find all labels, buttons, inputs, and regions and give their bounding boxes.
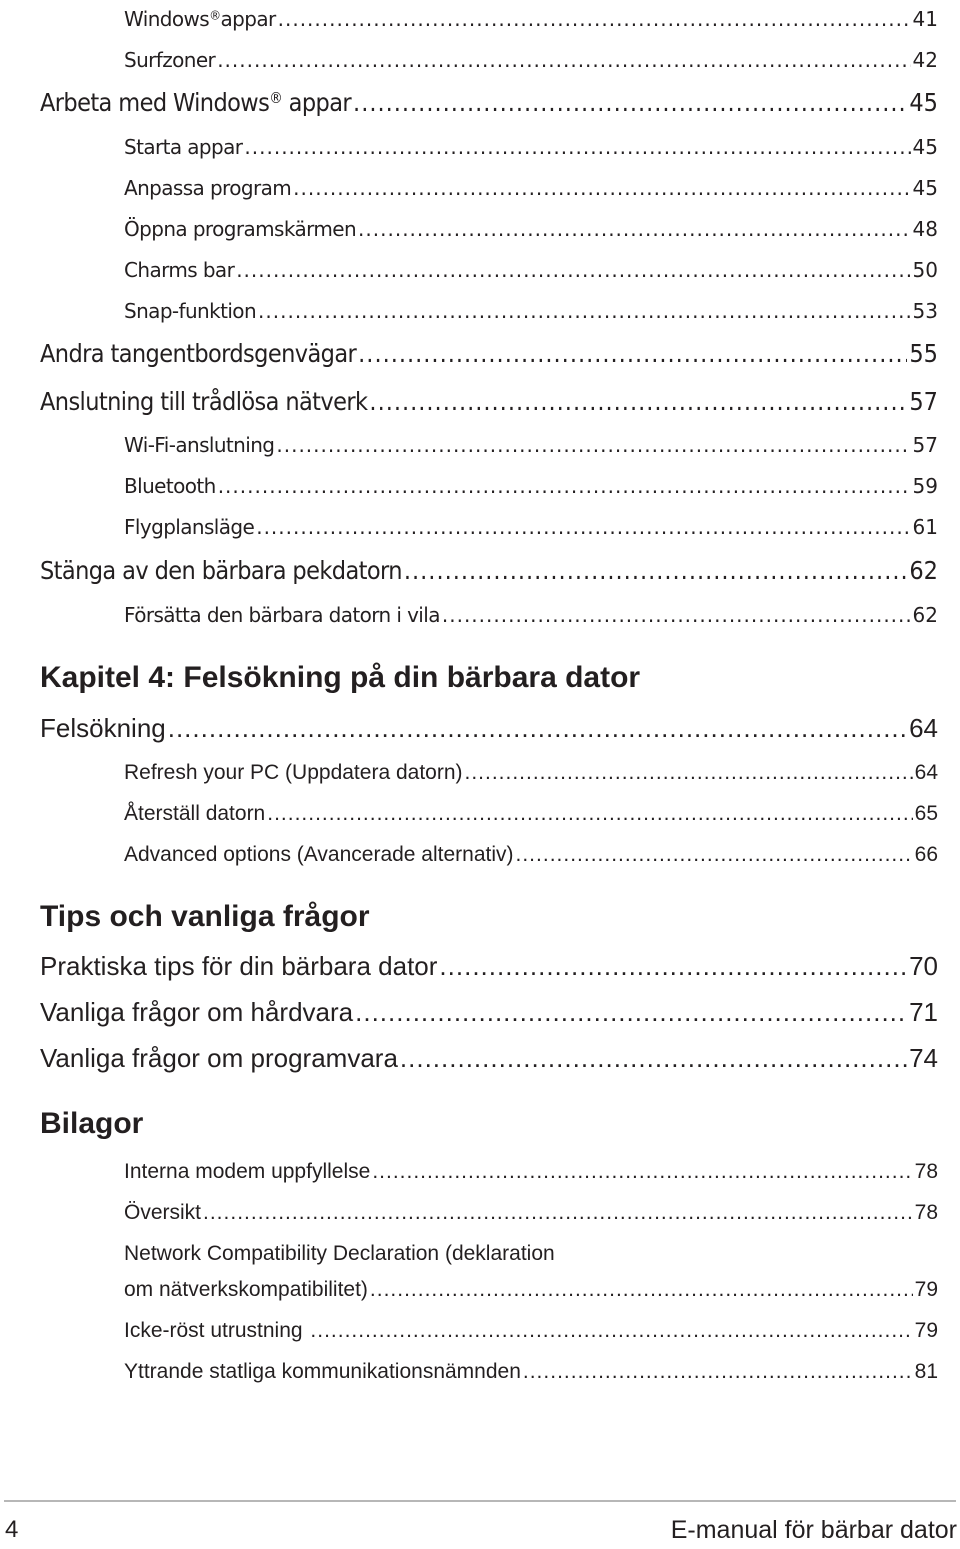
toc-entry[interactable] [124,605,938,625]
toc-entry-page: 55 [909,339,938,368]
toc-entry-title: om nätverkskompatibilitet) [124,1278,368,1301]
dot-leader [358,341,907,366]
toc-entry-title: Försätta den bärbara datorn i vila [124,603,440,627]
toc-entry-title: Yttrande statliga kommunikationsnämnden [124,1360,521,1383]
toc-entry-page: 45 [912,176,938,200]
toc-entry[interactable] [124,762,938,783]
dot-leader [168,715,907,741]
toc-entry-page: 78 [914,1201,938,1224]
toc-entry-title: Windows®appar [124,7,276,31]
toc-entry-title: Anpassa program [124,176,292,200]
dot-leader [372,1161,912,1182]
footer-page-number: 4 [5,1516,19,1543]
dot-leader [465,762,913,783]
toc-entry-title: Anslutning till trådlösa nätverk [40,387,368,416]
toc-entry-page: 66 [914,843,938,866]
appendix-heading: Bilagor [40,1107,144,1140]
toc-entry-page: 71 [909,997,938,1027]
toc-entry[interactable] [124,9,938,29]
toc-entry-page: 59 [912,474,938,498]
toc-entry-title: Öppna programskärmen [124,217,357,241]
dot-leader [369,389,907,414]
dot-leader [439,953,907,979]
toc-entry-page: 57 [909,387,938,416]
toc-entry[interactable] [124,803,938,824]
toc-entry-page: 45 [912,135,938,159]
toc-entry-title: Översikt [124,1201,202,1224]
toc-entry-title: Refresh your PC (Uppdatera datorn) [124,761,463,784]
toc-entry[interactable] [40,90,938,115]
section-heading: Tips och vanliga frågor [40,900,370,933]
toc-entry[interactable] [40,341,938,366]
toc-entry[interactable] [40,558,938,583]
dot-leader [218,476,911,496]
toc-entry-title: Wi-Fi-anslutning [124,433,275,457]
toc-entry-page: 45 [909,88,938,117]
toc-entry-page: 62 [912,603,938,627]
toc-entry-page: 64 [914,761,938,784]
toc-entry[interactable] [124,50,938,70]
dot-leader [236,260,910,280]
dot-leader [244,137,910,157]
dot-leader [516,844,913,865]
toc-entry-title: Charms bar [124,258,235,282]
toc-entry-page: 48 [912,217,938,241]
toc-entry-page: 74 [909,1043,938,1073]
dot-leader [358,219,911,239]
toc-entry-title: Vanliga frågor om hårdvara [40,997,354,1027]
dot-leader [355,999,907,1025]
toc-entry-page: 64 [909,713,938,743]
dot-leader [442,605,911,625]
toc-entry[interactable] [124,476,938,496]
dot-leader [256,517,910,537]
toc-entry[interactable] [124,1279,938,1300]
dot-leader [353,90,907,115]
dot-leader [276,435,910,455]
toc-entry-title: Återställ datorn [124,802,266,825]
footer-divider [4,1500,956,1502]
toc-entry-page: 57 [912,433,938,457]
dot-leader [310,1320,912,1341]
toc-entry-title: Felsökning [40,713,166,743]
toc-entry-title: Arbeta med Windows® appar [40,88,352,117]
toc-entry-title: Icke-röst utrustning [124,1319,309,1342]
toc-entry-page: 70 [909,951,938,981]
toc-entry-page: 50 [912,258,938,282]
toc-entry[interactable] [40,953,938,979]
toc-entry[interactable] [124,1361,938,1382]
dot-leader [523,1361,913,1382]
toc-entry-page: 81 [914,1360,938,1383]
toc-entry-page: 79 [914,1278,938,1301]
toc-entry-title: Stänga av den bärbara pekdatorn [40,556,402,585]
toc-entry-page: 53 [912,299,938,323]
toc-entry[interactable] [124,435,938,455]
dot-leader [267,803,912,824]
toc-entry-title: Starta appar [124,135,243,159]
toc-entry-page: 61 [912,515,938,539]
toc-entry[interactable] [40,999,938,1025]
toc-entry-title: Bluetooth [124,474,216,498]
toc-entry-title: Vanliga frågor om programvara [40,1043,398,1073]
chapter-heading: Kapitel 4: Felsökning på din bärbara dator [40,661,641,694]
toc-entry-page: 42 [912,48,938,72]
toc-entry[interactable] [124,260,938,280]
dot-leader [258,301,911,321]
dot-leader [400,1045,907,1071]
toc-entry[interactable] [40,1045,938,1071]
toc-entry[interactable] [40,715,938,741]
dot-leader [203,1202,913,1223]
dot-leader [293,178,910,198]
toc-entry-title-line1[interactable]: Network Compatibility Declaration (deklaration [124,1242,555,1265]
toc-entry[interactable] [124,178,938,198]
dot-leader [278,9,911,29]
toc-entry[interactable] [124,1202,938,1223]
toc-entry-title: Surfzoner [124,48,216,72]
toc-entry-title: Flygplansläge [124,515,255,539]
dot-leader [217,50,910,70]
toc-entry[interactable] [124,1161,938,1182]
toc-entry[interactable] [124,137,938,157]
toc-entry-title: Advanced options (Avancerade alternativ) [124,843,514,866]
dot-leader [370,1279,913,1300]
toc-entry-page: 78 [914,1160,938,1183]
footer-manual-title: E-manual för bärbar dator [670,1516,957,1544]
toc-entry-page: 65 [914,802,938,825]
toc-entry[interactable] [124,1320,938,1341]
toc-entry-title: Praktiska tips för din bärbara dator [40,951,438,981]
toc-entry-title: Snap-funktion [124,299,257,323]
toc-entry-page: 79 [914,1319,938,1342]
toc-entry-title: Andra tangentbordsgenvägar [40,339,357,368]
toc-entry-title: Interna modem uppfyllelse [124,1160,371,1183]
toc-entry[interactable] [124,219,938,239]
dot-leader [404,558,908,583]
toc-entry[interactable] [124,517,938,537]
toc-entry-page: 41 [912,7,938,31]
toc-entry[interactable] [40,389,938,414]
toc-entry[interactable] [124,844,938,865]
toc-entry-page: 62 [909,556,938,585]
toc-entry[interactable] [124,301,938,321]
